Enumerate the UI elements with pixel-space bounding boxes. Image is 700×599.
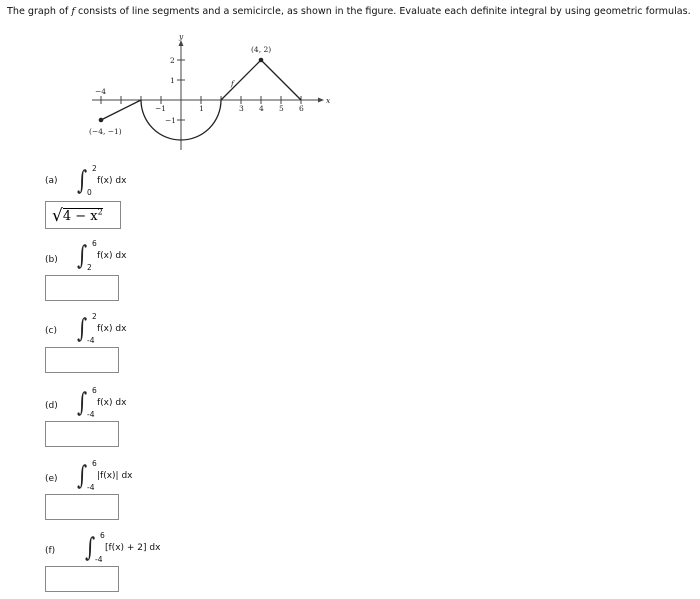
upper-limit: 6 [92, 239, 97, 248]
point-peak [259, 58, 264, 63]
part-label: (a) [45, 176, 58, 186]
problem-prompt [7, 6, 697, 17]
prompt-text-start: The graph of [7, 6, 72, 17]
point-left-endpoint [99, 118, 104, 123]
prompt-text-end: consists of line segments and a semicircle, as shown in the figure. Evaluate each definite integral by using geometric formulas. [74, 6, 691, 17]
y-tick-label: 1 [170, 76, 175, 85]
integrand: |f(x)| dx [97, 471, 133, 481]
lower-limit: 0 [87, 188, 92, 197]
answer-box-b[interactable] [45, 275, 119, 301]
integrand: f(x) dx [97, 398, 127, 408]
point-left-label: (−4, −1) [89, 127, 122, 136]
answer-box-f[interactable] [45, 566, 119, 592]
lower-limit: -4 [87, 336, 95, 345]
integral-sign: ∫ [85, 533, 96, 563]
x-axis-label: x [326, 96, 331, 105]
integral-sign: ∫ [77, 461, 88, 491]
segment-fall [261, 60, 301, 100]
radical-sign: √ [52, 206, 63, 226]
x-tick-label: 1 [199, 104, 204, 113]
prompt-function-name: f [71, 6, 75, 17]
x-tick-label: 5 [279, 104, 284, 113]
upper-limit: 2 [92, 312, 97, 321]
lower-limit: -4 [95, 555, 103, 564]
y-tick-label: 2 [170, 56, 175, 65]
part-label: (b) [45, 255, 58, 265]
part-label: (e) [45, 474, 58, 484]
answer-box-e[interactable] [45, 494, 119, 520]
part-label: (c) [45, 326, 57, 336]
function-graph [0, 30, 340, 165]
upper-limit: 6 [100, 531, 105, 540]
integral-sign: ∫ [77, 166, 88, 196]
answer-box-c[interactable] [45, 347, 119, 373]
x-tick-label: −1 [155, 104, 167, 113]
function-label: f [231, 79, 234, 88]
x-tick-label: −4 [95, 87, 107, 96]
segment-rise [221, 60, 261, 100]
integral-sign: ∫ [77, 314, 88, 344]
x-tick-label: 3 [239, 104, 244, 113]
part-label: (f) [45, 546, 56, 556]
integrand: f(x) dx [97, 324, 127, 334]
y-axis-label: y [179, 32, 184, 41]
integral-sign: ∫ [77, 241, 88, 271]
lower-limit: -4 [87, 483, 95, 492]
radicand-text: 4 − x [62, 209, 98, 224]
upper-limit: 6 [92, 386, 97, 395]
radicand [63, 208, 103, 224]
x-tick-label: 6 [299, 104, 304, 113]
radicand-exponent: 2 [97, 207, 103, 217]
part-label: (d) [45, 401, 58, 411]
upper-limit: 2 [92, 164, 97, 173]
upper-limit: 6 [92, 459, 97, 468]
answer-box-d[interactable] [45, 421, 119, 447]
y-tick-label: −1 [165, 116, 177, 125]
x-axis-arrow [318, 98, 324, 103]
integrand: [f(x) + 2] dx [105, 543, 161, 553]
answer-box-a[interactable] [45, 201, 121, 229]
lower-limit: 2 [87, 263, 92, 272]
answer-a-value [52, 205, 103, 225]
point-peak-label: (4, 2) [251, 45, 272, 54]
integral-sign: ∫ [77, 388, 88, 418]
lower-limit: -4 [87, 410, 95, 419]
integrand: f(x) dx [97, 176, 127, 186]
integrand: f(x) dx [97, 251, 127, 261]
x-tick-label: 4 [259, 104, 264, 113]
